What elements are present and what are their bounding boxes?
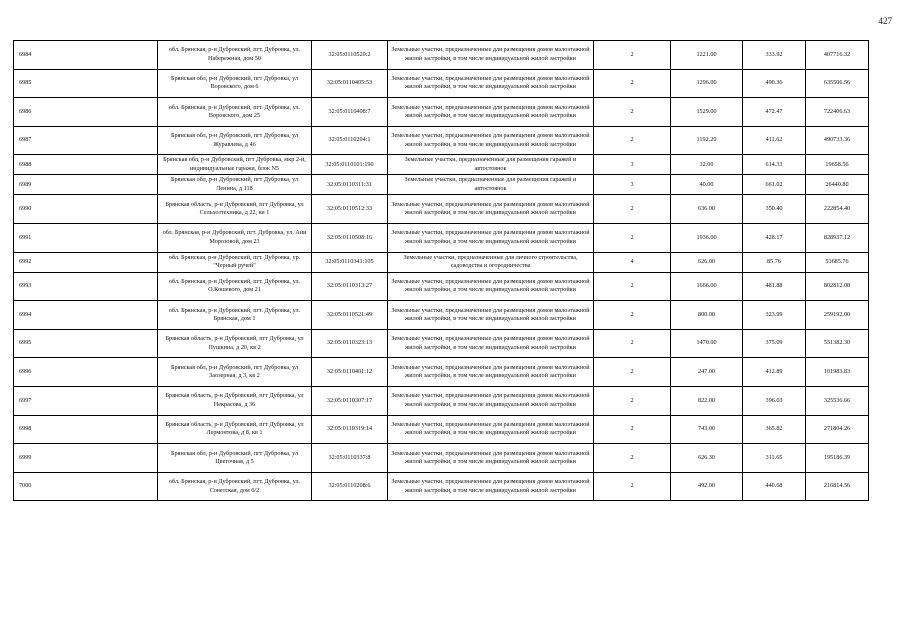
area-cell: 1936.00 [671,223,743,252]
specific-value-cell: 412.89 [743,358,806,387]
group-cell: 2 [594,386,671,415]
group-cell: 2 [594,195,671,224]
address-cell: обл. Брянская, р-н Дубровский, пгт. Дубровка, ур. "Черный ручей" [158,252,312,272]
cadastral-number-cell: 32:05:0110405:53 [312,69,388,98]
land-category-cell: Земельные участки, предназначенные для размещения домов малоэтажной жилой застройки, в том числе индивидуальной жилой застройки [388,41,594,70]
specific-value-cell: 333.92 [743,41,806,70]
group-cell: 2 [594,444,671,473]
specific-value-cell: 428.17 [743,223,806,252]
address-cell: обл. Брянская, р-н Дубровский, пгт. Дубровка, ул. Советская, дом 6/2 [158,472,312,501]
specific-value-cell: 85.76 [743,252,806,272]
group-cell: 2 [594,415,671,444]
area-cell: 743.00 [671,415,743,444]
row-number: 6986 [14,98,158,127]
table-row [14,223,869,252]
area-cell: 40.00 [671,175,743,195]
table-row [14,301,869,330]
cadastral-number-cell: 32:05:0110208:6 [312,472,388,501]
specific-value-cell: 472.47 [743,98,806,127]
row-number: 6996 [14,358,158,387]
specific-value-cell: 396.03 [743,386,806,415]
table-row [14,386,869,415]
land-category-cell: Земельные участки, предназначенные для размещения домов малоэтажной жилой застройки, в том числе индивидуальной жилой застройки [388,98,594,127]
cadastral-value-cell: 407716.32 [806,41,869,70]
group-cell: 2 [594,329,671,358]
cadastral-number-cell: 32:05:0110323:13 [312,329,388,358]
cadastral-value-cell: 271804.26 [806,415,869,444]
group-cell: 2 [594,223,671,252]
cadastral-number-cell: 32:05:0110101:190 [312,155,388,175]
area-cell: 1529.00 [671,98,743,127]
address-cell: Брянская область, р-н Дубровский, пгт Дубровка, ул Сельхозтехника, д 22, кв 1 [158,195,312,224]
cadastral-value-cell: 551382.30 [806,329,869,358]
row-number: 6997 [14,386,158,415]
row-number: 6998 [14,415,158,444]
row-number: 6993 [14,272,158,301]
row-number: 6994 [14,301,158,330]
group-cell: 2 [594,126,671,155]
cadastral-number-cell: 32:05:0110408:7 [312,98,388,127]
area-cell: 800.00 [671,301,743,330]
specific-value-cell: 375.09 [743,329,806,358]
table-row [14,195,869,224]
cadastral-number-cell: 32:05:0110520:2 [312,41,388,70]
row-number: 6995 [14,329,158,358]
address-cell: Брянская область, р-н Дубровский, пгт Дубровка, ул Лермонтова, д 8, кв 1 [158,415,312,444]
address-cell: обл. Брянская, р-н Дубровский, пгт. Дубровка, ул. О.Кошевого, дом 21 [158,272,312,301]
address-cell: обл. Брянская, р-н Дубровский, пгт. Дубровка, ул. Набережная, дом 50 [158,41,312,70]
cadastral-number-cell: 32:05:0110341:105 [312,252,388,272]
cadastral-value-cell: 828937.12 [806,223,869,252]
land-category-cell: Земельные участки, предназначенные для размещения гаражей и автостоянок [388,175,594,195]
row-number: 7000 [14,472,158,501]
table-row [14,175,869,195]
cadastral-number-cell: 32:05:0110521:49 [312,301,388,330]
cadastral-value-cell: 802812.08 [806,272,869,301]
area-cell: 1666.00 [671,272,743,301]
table-row [14,272,869,301]
land-category-cell: Земельные участки, предназначенные для размещения домов малоэтажной жилой застройки, в том числе индивидуальной жилой застройки [388,472,594,501]
address-cell: Брянская обл, р-н Дубровский, пгт Дубровка, ул Воровского, дом 6 [158,69,312,98]
group-cell: 2 [594,98,671,127]
area-cell: 492.00 [671,472,743,501]
land-category-cell: Земельные участки, предназначенные для личного строительства, садоводства и огородничества [388,252,594,272]
area-cell: 636.00 [671,195,743,224]
land-category-cell: Земельные участки, предназначенные для размещения домов малоэтажной жилой застройки, в том числе индивидуальной жилой застройки [388,223,594,252]
area-cell: 1192.20 [671,126,743,155]
cadastral-value-table [13,40,869,501]
cadastral-value-cell: 195186.39 [806,444,869,473]
group-cell: 2 [594,472,671,501]
specific-value-cell: 350.40 [743,195,806,224]
cadastral-number-cell: 32:05:0110307:17 [312,386,388,415]
cadastral-value-cell: 325536.66 [806,386,869,415]
area-cell: 1221.00 [671,41,743,70]
cadastral-number-cell: 32:05:0110512:33 [312,195,388,224]
cadastral-number-cell: 32:05:0110337:8 [312,444,388,473]
address-cell: Брянская область, р-н Дубровский, пгт Дубровка, ул Пушкина, д 20, кв 2 [158,329,312,358]
land-category-cell: Земельные участки, предназначенные для размещения гаражей и автостоянок [388,155,594,175]
group-cell: 2 [594,272,671,301]
row-number: 6989 [14,175,158,195]
land-category-cell: Земельные участки, предназначенные для размещения домов малоэтажной жилой застройки, в том числе индивидуальной жилой застройки [388,69,594,98]
cadastral-value-cell: 53685.76 [806,252,869,272]
cadastral-number-cell: 32:05:0110204:1 [312,126,388,155]
address-cell: обл. Брянская, р-н Дубровский, пгт. Дубровка, ул. Брянская, дом 1 [158,301,312,330]
cadastral-value-cell: 19658.56 [806,155,869,175]
cadastral-number-cell: 32:05:0110508:16 [312,223,388,252]
land-category-cell: Земельные участки, предназначенные для размещения домов малоэтажной жилой застройки, в том числе индивидуальной жилой застройки [388,272,594,301]
group-cell: 3 [594,175,671,195]
row-number: 6988 [14,155,158,175]
group-cell: 2 [594,301,671,330]
land-category-cell: Земельные участки, предназначенные для размещения домов малоэтажной жилой застройки, в том числе индивидуальной жилой застройки [388,444,594,473]
table-row [14,98,869,127]
row-number: 6987 [14,126,158,155]
specific-value-cell: 311.65 [743,444,806,473]
cadastral-value-cell: 26440.80 [806,175,869,195]
area-cell: 32.00 [671,155,743,175]
area-cell: 626.30 [671,444,743,473]
area-cell: 822.00 [671,386,743,415]
row-number: 6984 [14,41,158,70]
cadastral-number-cell: 32:05:0110401:12 [312,358,388,387]
address-cell: обл. Брянская, р-н Дубровский, пгт. Дубровка, ул. Воровского, дом 25 [158,98,312,127]
address-cell: Брянская обл, р-н Дубровский, пгт Дубровка, ул Ленина, д 118 [158,175,312,195]
cadastral-value-cell: 216814.56 [806,472,869,501]
table-row [14,472,869,501]
specific-value-cell: 481.88 [743,272,806,301]
specific-value-cell: 614.33 [743,155,806,175]
cadastral-value-cell: 259192.00 [806,301,869,330]
table-row [14,358,869,387]
group-cell: 4 [594,252,671,272]
group-cell: 2 [594,358,671,387]
table-row [14,69,869,98]
table-row [14,329,869,358]
cadastral-value-cell: 101983.83 [806,358,869,387]
specific-value-cell: 323.99 [743,301,806,330]
address-cell: Брянская обл, р-н Дубровский, пгт Дубровка, ул Цветочная, д 5 [158,444,312,473]
land-category-cell: Земельные участки, предназначенные для размещения домов малоэтажной жилой застройки, в том числе индивидуальной жилой застройки [388,415,594,444]
row-number: 6985 [14,69,158,98]
area-cell: 247.00 [671,358,743,387]
land-category-cell: Земельные участки, предназначенные для размещения домов малоэтажной жилой застройки, в том числе индивидуальной жилой застройки [388,358,594,387]
group-cell: 3 [594,155,671,175]
specific-value-cell: 440.68 [743,472,806,501]
land-category-cell: Земельные участки, предназначенные для размещения домов малоэтажной жилой застройки, в том числе индивидуальной жилой застройки [388,329,594,358]
cadastral-value-cell: 635506.56 [806,69,869,98]
row-number: 6990 [14,195,158,224]
cadastral-value-cell: 222854.40 [806,195,869,224]
area-cell: 1296.00 [671,69,743,98]
land-category-cell: Земельные участки, предназначенные для размещения домов малоэтажной жилой застройки, в том числе индивидуальной жилой застройки [388,195,594,224]
page-number: 427 [878,16,892,26]
table-row [14,155,869,175]
table-row [14,415,869,444]
address-cell: Брянская обл, р-н Дубровский, пгт Дубровка, ул Журавлева, д 46 [158,126,312,155]
group-cell: 2 [594,69,671,98]
group-cell: 2 [594,41,671,70]
specific-value-cell: 490.36 [743,69,806,98]
cadastral-number-cell: 32:05:0110313:27 [312,272,388,301]
table-row [14,444,869,473]
area-cell: 626.00 [671,252,743,272]
row-number: 6992 [14,252,158,272]
cadastral-value-cell: 490733.36 [806,126,869,155]
land-category-cell: Земельные участки, предназначенные для размещения домов малоэтажной жилой застройки, в том числе индивидуальной жилой застройки [388,126,594,155]
specific-value-cell: 365.82 [743,415,806,444]
table-row [14,41,869,70]
area-cell: 1470.00 [671,329,743,358]
cadastral-number-cell: 32:05:0110311:31 [312,175,388,195]
specific-value-cell: 661.02 [743,175,806,195]
table-row [14,126,869,155]
address-cell: Брянская область, р-н Дубровский, пгт Дубровка, ул Некрасова, д 36 [158,386,312,415]
cadastral-number-cell: 32:05:0110319:14 [312,415,388,444]
land-category-cell: Земельные участки, предназначенные для размещения домов малоэтажной жилой застройки, в том числе индивидуальной жилой застройки [388,386,594,415]
row-number: 6991 [14,223,158,252]
land-category-cell: Земельные участки, предназначенные для размещения домов малоэтажной жилой застройки, в том числе индивидуальной жилой застройки [388,301,594,330]
specific-value-cell: 411.62 [743,126,806,155]
cadastral-value-cell: 722406.63 [806,98,869,127]
address-cell: Брянская обл, р-н Дубровский, пгт Дубровка, ул Заозерная, д 3, кв 2 [158,358,312,387]
table-row [14,252,869,272]
address-cell: Брянская обл, р-н Дубровский, пгт Дубровка, мкр 2-й, индивидуальные гаражи, блок N5 [158,155,312,175]
row-number: 6999 [14,444,158,473]
address-cell: обл. Брянская, р-н Дубровский, пгт. Дубровка, ул. Ани Морозовой, дом 23 [158,223,312,252]
